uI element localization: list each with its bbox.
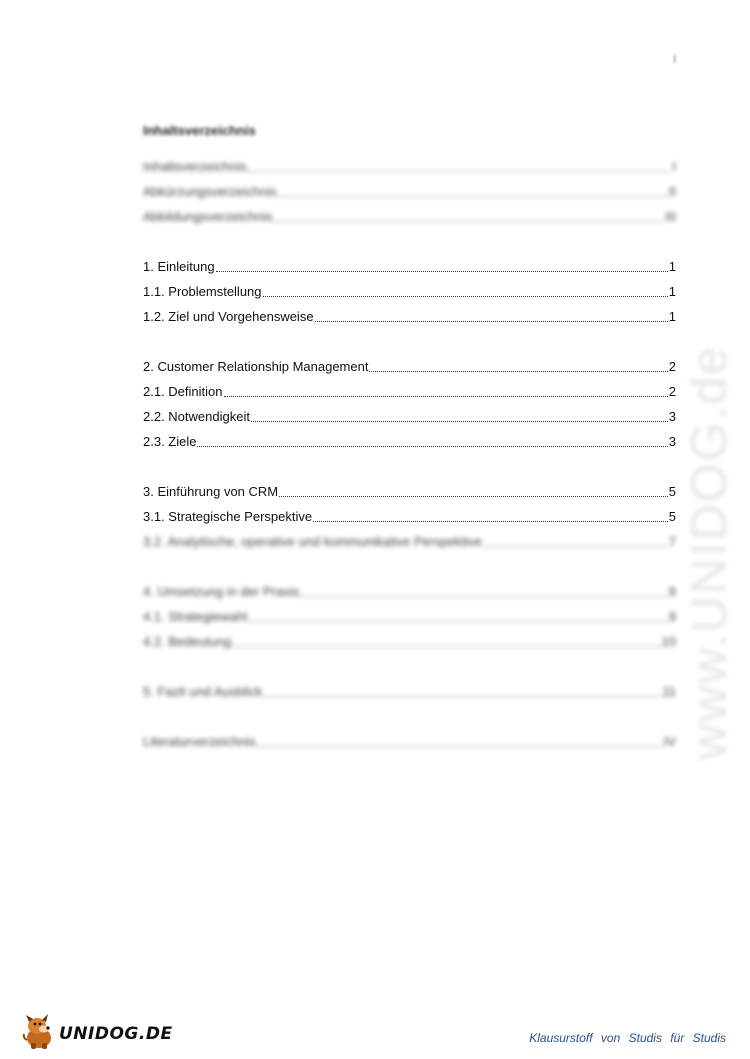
- toc-entry-page: 7: [668, 534, 676, 549]
- toc-entry-label: 2.1. Definition: [143, 384, 223, 399]
- dot-leader: [232, 646, 660, 647]
- toc-entry-page: 3: [668, 434, 676, 449]
- watermark: www.UNIDOG.de: [681, 345, 737, 760]
- toc-entry-label: 4.2. Bedeutung: [143, 634, 232, 649]
- dot-leader: [369, 371, 667, 372]
- toc-entry-label: 3.1. Strategische Perspektive: [143, 509, 313, 524]
- toc-entry[interactable]: [143, 582, 676, 600]
- toc-entry-label: 2.3. Ziele: [143, 434, 197, 449]
- dog-mascot-icon: [22, 1012, 58, 1050]
- toc-entry[interactable]: [143, 382, 676, 400]
- toc-entry[interactable]: [143, 482, 676, 500]
- dot-leader: [315, 321, 668, 322]
- toc-entry[interactable]: [143, 532, 676, 550]
- dot-leader: [313, 521, 668, 522]
- toc-entry-page: II: [668, 184, 676, 199]
- dot-leader: [257, 746, 663, 747]
- toc-entry-label: Literaturverzeichnis: [143, 734, 256, 749]
- toc-entry-page: 5: [668, 484, 676, 499]
- dot-leader: [300, 596, 668, 597]
- dot-leader: [216, 271, 668, 272]
- toc-entry[interactable]: [143, 682, 676, 700]
- toc-entry-page: I: [672, 159, 676, 174]
- toc-entry-page: 10: [661, 634, 676, 649]
- toc-entry-label: Abkürzungsverzeichnis: [143, 184, 277, 199]
- toc-entry-label: 3.2. Analytische, operative und kommunikative Perspektive: [143, 534, 482, 549]
- toc-entry-page: 5: [668, 509, 676, 524]
- dot-leader: [263, 296, 668, 297]
- toc-entry-page: III: [665, 209, 676, 224]
- logo-wordmark: UNIDOG.DE: [59, 1024, 173, 1044]
- dot-leader: [279, 496, 668, 497]
- dot-leader: [251, 421, 668, 422]
- dot-leader: [224, 396, 668, 397]
- toc-entry-label: 3. Einführung von CRM: [143, 484, 279, 499]
- toc-entry[interactable]: [143, 157, 676, 175]
- toc-entry[interactable]: [143, 182, 676, 200]
- toc-entry[interactable]: [143, 207, 676, 225]
- toc-entry-page: IV: [663, 734, 676, 749]
- dot-leader: [247, 171, 669, 172]
- toc-entry-label: Inhaltsverzeichnis: [143, 159, 247, 174]
- toc-entry-page: 9: [668, 584, 676, 599]
- toc-entry-label: 4.1. Strategiewahl: [143, 609, 248, 624]
- toc-entry-page: 9: [668, 609, 676, 624]
- dot-leader: [197, 446, 667, 447]
- toc-entry[interactable]: [143, 407, 676, 425]
- toc-entry-label: Abbildungsverzeichnis: [143, 209, 273, 224]
- dot-leader: [278, 196, 668, 197]
- toc-entry[interactable]: [143, 357, 676, 375]
- toc-entry-page: 3: [668, 409, 676, 424]
- dot-leader: [483, 546, 668, 547]
- unidog-logo[interactable]: [22, 1010, 173, 1050]
- toc-entry-label: 5. Fazit und Ausblick: [143, 684, 263, 699]
- toc-entry-page: 11: [662, 684, 676, 699]
- dot-leader: [248, 621, 668, 622]
- toc-entry[interactable]: [143, 607, 676, 625]
- dot-leader: [273, 221, 664, 222]
- toc-entry-page: 1: [668, 309, 676, 324]
- toc-entry-label: 2.2. Notwendigkeit: [143, 409, 250, 424]
- toc-entry[interactable]: [143, 282, 676, 300]
- toc-entry[interactable]: [143, 257, 676, 275]
- toc-entry-label: 1.1. Problemstellung: [143, 284, 262, 299]
- footer-tagline: Klausurstoff von Studis für Studis: [529, 1031, 726, 1045]
- toc-entry-label: 2. Customer Relationship Management: [143, 359, 369, 374]
- toc-entry[interactable]: [143, 632, 676, 650]
- page-number: I: [673, 52, 677, 66]
- toc-entry-label: 4. Umsetzung in der Praxis: [143, 584, 300, 599]
- toc-entry[interactable]: [143, 432, 676, 450]
- toc-entry[interactable]: [143, 732, 676, 750]
- toc-entry-label: 1.2. Ziel und Vorgehensweise: [143, 309, 314, 324]
- dot-leader: [263, 696, 661, 697]
- toc-entry-page: 1: [668, 284, 676, 299]
- toc-entry[interactable]: [143, 307, 676, 325]
- toc-entry-page: 2: [668, 384, 676, 399]
- toc-entry-page: 1: [668, 259, 676, 274]
- toc-title: Inhaltsverzeichnis: [143, 123, 256, 138]
- toc-entry-page: 2: [668, 359, 676, 374]
- toc-entry[interactable]: [143, 507, 676, 525]
- toc-entry-label: 1. Einleitung: [143, 259, 215, 274]
